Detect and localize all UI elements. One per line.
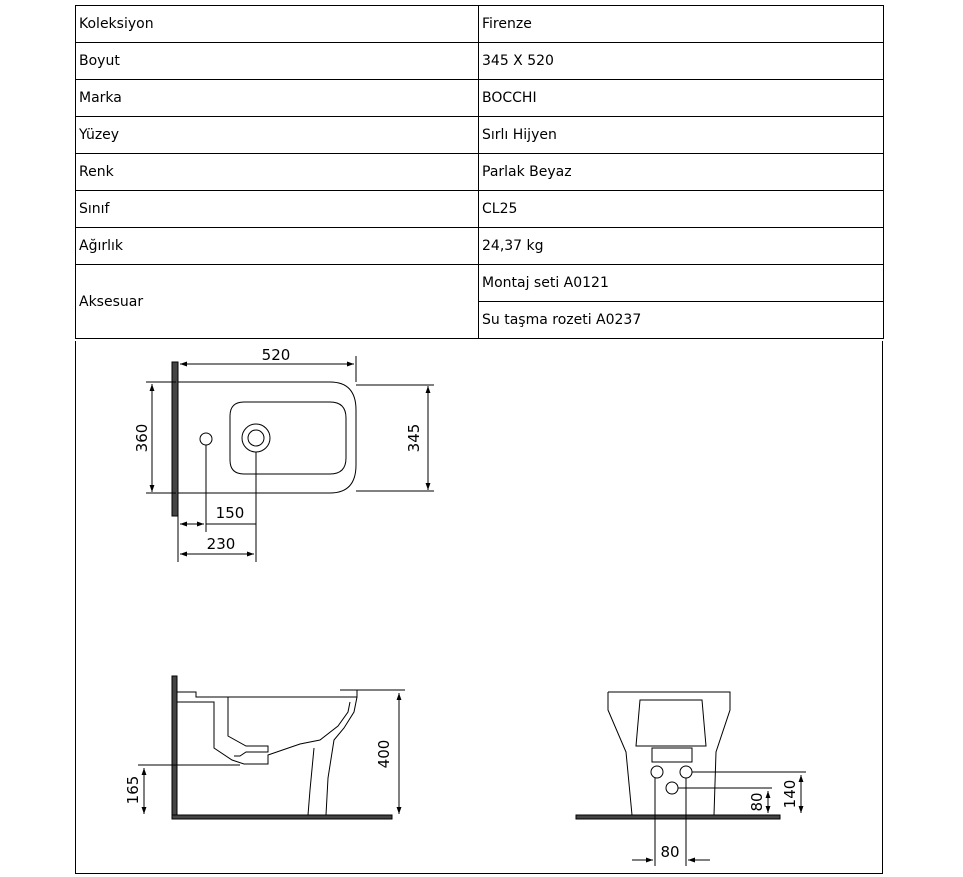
floor-side-view [172, 815, 392, 819]
bowl-outer [177, 702, 350, 764]
spec-value: CL25 [479, 191, 884, 228]
connection-right [680, 766, 692, 778]
dim-label-150: 150 [215, 504, 245, 522]
spec-value: Parlak Beyaz [479, 154, 884, 191]
spec-label: Sınıf [76, 191, 479, 228]
spec-label: Boyut [76, 43, 479, 80]
dim-label-140: 140 [781, 779, 799, 809]
back-panel [652, 748, 692, 762]
drain-inner [248, 430, 264, 446]
spec-label: Yüzey [76, 117, 479, 154]
spec-value-accessory-1: Montaj seti A0121 [479, 265, 884, 302]
dim-label-80-horizontal: 80 [660, 843, 680, 861]
connection-bottom [666, 782, 678, 794]
spec-value: 24,37 kg [479, 228, 884, 265]
top-view [146, 356, 434, 562]
pedestal-back [308, 748, 314, 815]
spec-value: Firenze [479, 6, 884, 43]
dim-label-80-vertical: 80 [748, 792, 766, 812]
pedestal-front [326, 697, 357, 815]
tap-hole [200, 433, 212, 445]
spec-label: Renk [76, 154, 479, 191]
spec-value: Sırlı Hijyen [479, 117, 884, 154]
floor-back-view [576, 815, 780, 819]
rim-top [177, 690, 357, 697]
dim-label-165: 165 [124, 775, 142, 805]
spec-label: Koleksiyon [76, 6, 479, 43]
back-recess [636, 700, 706, 746]
dim-label-345: 345 [405, 423, 423, 453]
spec-label: Ağırlık [76, 228, 479, 265]
dim-label-520: 520 [261, 346, 291, 364]
spec-value: 345 X 520 [479, 43, 884, 80]
bowl-inner [228, 697, 268, 756]
bidet-outline-top [178, 382, 356, 493]
spec-label-accessory: Aksesuar [76, 265, 479, 339]
back-view [576, 692, 806, 866]
wall-side-view [172, 676, 177, 818]
dim-label-360: 360 [133, 423, 151, 453]
bowl-outline-top [230, 402, 346, 474]
drain-outer [242, 424, 270, 452]
side-view [138, 676, 405, 819]
dim-label-400: 400 [375, 739, 393, 769]
spec-value: BOCCHI [479, 80, 884, 117]
body-left [608, 692, 632, 815]
spec-value-accessory-2: Su taşma rozeti A0237 [479, 302, 884, 339]
spec-label: Marka [76, 80, 479, 117]
connection-left [651, 766, 663, 778]
dim-label-230: 230 [206, 535, 236, 553]
